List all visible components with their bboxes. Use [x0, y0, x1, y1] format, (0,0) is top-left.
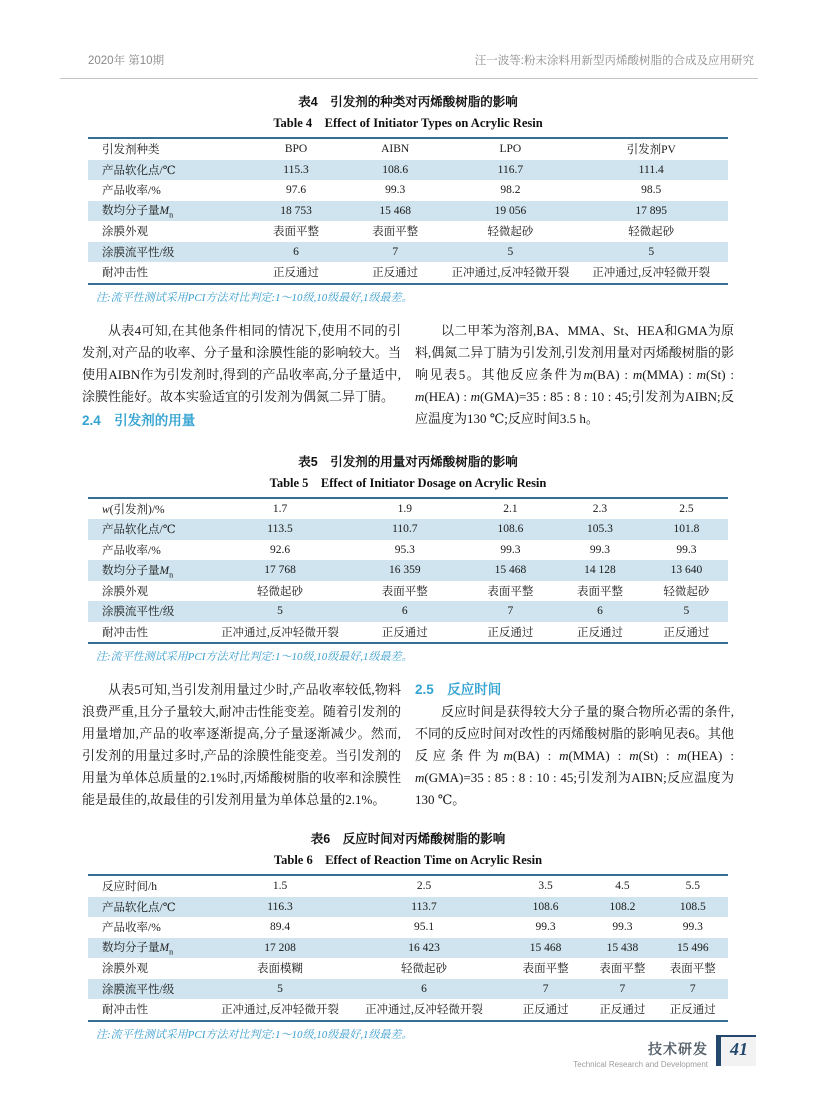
table4-note: 注:流平性测试采用PCI方法对比判定:1～10级,10级最好,1级最差。 [96, 291, 413, 304]
table-row [88, 201, 728, 222]
data-cell: 表面平整 [381, 585, 428, 598]
row-label-cell: 产品收率/% [102, 922, 161, 935]
data-cell: 16 359 [388, 564, 421, 577]
data-cell: AIBN [381, 143, 410, 156]
data-cell: 正反通过 [669, 1004, 716, 1017]
data-cell: 108.6 [382, 163, 409, 176]
data-cell: 正反通过 [372, 267, 419, 280]
right-column-2 [415, 679, 734, 811]
data-cell: 轻微起砂 [257, 585, 303, 598]
data-cell: LPO [499, 143, 522, 156]
data-cell: 15 496 [676, 941, 709, 954]
table5-title-cn: 表5 引发剂的用量对丙烯酸树脂的影响 [298, 454, 518, 469]
table-row [88, 897, 728, 918]
data-cell: 5 [648, 245, 655, 258]
data-cell: 1.7 [272, 502, 288, 515]
data-cell: 115.3 [283, 163, 309, 176]
section-heading-2-5: 2.5 反应时间 [415, 682, 502, 697]
row-label-cell: 引发剂种类 [102, 144, 160, 157]
data-cell: 5 [277, 605, 283, 618]
data-cell: 5 [683, 605, 690, 618]
table-row [88, 560, 728, 581]
paragraph-initiator-dosage-conditions: 以二甲苯为溶剂,BA、MMA、St、HEA和GMA为原料,偶氮二异丁腈为引发剂,引发剂用量对丙烯酸树脂的影响见表5。其他反应条件为m(BA) : m(MMA) : m(St) : m(HEA) : m(GMA)=35 : 85 : 8 : 10 : 45;引发剂为AIBN;反应温度为130 ℃;反应时间3.5 h。 [415, 322, 734, 426]
paragraph-reaction-time-conditions: 反应时间是获得较大分子量的聚合物所必需的条件,不同的反应时间对改性的丙烯酸树脂的影响见表6。其他反应条件为m(BA) : m(MMA) : m(St) : m(HEA) : m(GMA)=35 : 85 : 8 : 10 : 45;引发剂为AIBN;反应温度为130 ℃。 [415, 704, 734, 807]
data-cell: BPO [284, 143, 308, 156]
table5-note: 注:流平性测试采用PCI方法对比判定:1～10级,10级最好,1级最差。 [96, 651, 413, 663]
row-label-cell: 数均分子量$M_n$ [102, 564, 174, 579]
data-cell: 7 [689, 982, 696, 995]
paragraph-table4-discussion: 从表4可知,在其他条件相同的情况下,使用不同的引发剂,对产品的收率、分子量和涂膜性能的影响较大。当使用AIBN作为引发剂时,得到的产品收率高,分子量适中,涂膜性能好。故本实验适宜的引发剂为偶氮二异丁腈。 [82, 322, 401, 404]
data-cell: 5 [277, 982, 283, 995]
data-cell: 99.3 [612, 921, 633, 934]
data-cell: 17 895 [635, 204, 667, 217]
table6-note: 注:流平性测试采用PCI方法对比判定:1～10级,10级最好,1级最差。 [96, 1028, 413, 1041]
data-cell: 正冲通过,反冲轻微开裂 [592, 267, 711, 280]
data-cell: 2.5 [416, 880, 432, 893]
table4-title-en: Table 4 Effect of Initiator Types on Acrylic Resin [273, 116, 543, 130]
table4 [88, 137, 728, 285]
table-row [88, 581, 728, 602]
data-cell: 113.7 [411, 900, 437, 913]
data-cell: 89.4 [269, 921, 291, 934]
table-row [88, 519, 728, 540]
data-cell: 99.3 [385, 184, 406, 197]
row-label-cell: 反应时间/h [102, 881, 157, 894]
row-label-cell: 产品收率/% [102, 185, 161, 198]
data-cell: 6 [421, 982, 427, 995]
table4-block [82, 92, 734, 305]
data-cell: 6 [401, 605, 408, 618]
table-header-row [88, 875, 728, 897]
data-cell: 3.5 [538, 880, 553, 893]
table6-title-cn: 表6 反应时间对丙烯酸树脂的影响 [310, 832, 506, 846]
paragraph-table5-discussion: 从表5可知,当引发剂用量过少时,产品收率较低,物料浪费严重,且分子量较大,耐冲击性能变差。随着引发剂的用量增加,产品的收率逐渐提高,分子量逐渐减少。然而,引发剂的用量过多时,产品的涂膜性能变差。当引发剂的用量为单体总质量的2.1%时,丙烯酸树脂的收率和涂膜性能是最佳的,故最佳的引发剂用量为单体总量的2.1%。 [82, 682, 401, 807]
data-cell: 表面平整 [372, 226, 419, 239]
data-cell: 轻微起砂 [628, 226, 675, 239]
data-cell: 108.5 [679, 900, 706, 913]
data-cell: 108.6 [532, 900, 559, 913]
section-heading-2-4: 2.4 引发剂的用量 [82, 412, 196, 428]
table-row [88, 979, 728, 1000]
row-label-cell: 产品软化点/℃ [102, 524, 176, 537]
page-content [82, 88, 734, 1042]
data-cell: 轻微起砂 [401, 963, 447, 976]
data-cell: 15 468 [529, 941, 562, 954]
text-block-1 [82, 320, 734, 432]
data-cell: 正反通过 [576, 626, 623, 639]
data-cell: 正反通过 [522, 1004, 569, 1017]
data-cell: 表面平整 [669, 963, 716, 976]
data-cell: 1.5 [272, 880, 288, 893]
data-cell: 轻微起砂 [487, 226, 534, 239]
row-label-cell: 涂膜外观 [102, 585, 148, 598]
data-cell: 15 468 [379, 204, 411, 217]
page-header [88, 52, 754, 68]
row-label-cell: w(引发剂)/% [102, 503, 165, 516]
data-cell: 105.3 [587, 523, 613, 536]
footer-column-cn: 技术研发 [648, 1041, 708, 1057]
data-cell: 15 468 [494, 564, 527, 577]
data-cell: 2.3 [592, 502, 608, 515]
data-cell: 111.4 [638, 163, 664, 176]
table4-title-cn: 表4 引发剂的种类对丙烯酸树脂的影响 [298, 95, 518, 109]
table6-block [82, 829, 734, 1042]
header-running-title: 汪一波等:粉末涂料用新型丙烯酸树脂的合成及应用研究 [474, 55, 754, 67]
table-row [88, 160, 728, 181]
data-cell: 2.5 [679, 502, 694, 515]
data-cell: 正反通过 [599, 1004, 646, 1017]
data-cell: 95.3 [394, 543, 415, 556]
data-cell: 99.3 [500, 543, 521, 556]
header-rule [60, 78, 758, 79]
data-cell: 正冲通过,反冲轻微开裂 [365, 1004, 483, 1017]
data-cell: 108.2 [609, 900, 636, 913]
text-block-2 [82, 679, 734, 811]
table-row [88, 958, 728, 979]
data-cell: 18 753 [280, 204, 312, 217]
row-label-cell: 耐冲击性 [102, 1004, 148, 1017]
data-cell: 表面平整 [599, 963, 646, 976]
header-issue: 2020年 第10期 [88, 55, 165, 67]
data-cell: 95.1 [413, 921, 435, 934]
data-cell: 7 [542, 982, 549, 995]
data-cell: 113.5 [267, 523, 293, 536]
data-cell: 表面平整 [576, 585, 623, 598]
data-cell: 1.9 [397, 502, 412, 515]
data-cell: 101.8 [673, 523, 700, 536]
row-label-cell: 数均分子量$M_n$ [102, 942, 174, 957]
row-label-cell: 涂膜外观 [102, 963, 148, 976]
table-row [88, 262, 728, 284]
row-label-cell: 数均分子量$M_n$ [102, 205, 174, 220]
data-cell: 17 208 [264, 941, 296, 954]
row-label-cell: 涂膜流平性/级 [102, 606, 175, 619]
row-label-cell: 涂膜外观 [102, 226, 148, 239]
data-cell: 6 [293, 245, 299, 258]
data-cell: 116.7 [497, 163, 524, 176]
footer-column-en: Technical Research and Development [573, 1060, 708, 1069]
row-label-cell: 耐冲击性 [102, 267, 148, 280]
data-cell: 19 056 [494, 204, 527, 217]
page-number: 41 [730, 1039, 748, 1059]
data-cell: 7 [619, 982, 626, 995]
table-header-row [88, 498, 728, 520]
table-header-row [88, 138, 728, 160]
footer-column-title [573, 1035, 708, 1069]
data-cell: 13 640 [670, 564, 703, 577]
left-column-2 [82, 679, 401, 811]
data-cell: 引发剂PV [626, 144, 676, 157]
left-column-1 [82, 320, 401, 432]
data-cell: 6 [597, 605, 603, 618]
row-label-cell: 产品收率/% [102, 544, 161, 557]
row-label-cell: 产品软化点/℃ [102, 164, 176, 177]
data-cell: 110.7 [392, 523, 418, 536]
data-cell: 99.3 [589, 543, 611, 556]
data-cell: 2.1 [503, 502, 518, 515]
row-label-cell: 涂膜流平性/级 [102, 983, 175, 996]
table-row [88, 622, 728, 644]
data-cell: 正反通过 [273, 267, 319, 280]
table-row [88, 242, 728, 263]
table-row [88, 938, 728, 959]
data-cell: 正冲通过,反冲轻微开裂 [451, 267, 570, 280]
right-column-1 [415, 320, 734, 432]
data-cell: 97.6 [285, 184, 307, 197]
data-cell: 98.5 [641, 184, 662, 197]
data-cell: 表面平整 [273, 226, 319, 239]
data-cell: 108.6 [497, 523, 524, 536]
row-label-cell: 产品软化点/℃ [102, 901, 176, 914]
data-cell: 7 [507, 605, 514, 618]
data-cell: 92.6 [269, 543, 291, 556]
table-row [88, 601, 728, 622]
table-row [88, 999, 728, 1021]
data-cell: 正反通过 [663, 626, 710, 639]
row-label-cell: 耐冲击性 [102, 626, 148, 639]
data-cell: 表面平整 [522, 963, 569, 976]
data-cell: 表面平整 [487, 585, 534, 598]
data-cell: 轻微起砂 [663, 585, 710, 598]
data-cell: 99.3 [676, 543, 697, 556]
data-cell: 98.2 [500, 184, 521, 197]
data-cell: 正反通过 [487, 626, 534, 639]
data-cell: 5.5 [685, 880, 700, 893]
table-row [88, 917, 728, 938]
data-cell: 17 768 [264, 564, 296, 577]
data-cell: 正冲通过,反冲轻微开裂 [221, 1004, 339, 1017]
table5-title-en: Table 5 Effect of Initiator Dosage on Acrylic Resin [269, 475, 547, 490]
data-cell: 16 423 [408, 941, 440, 954]
row-label-cell: 涂膜流平性/级 [102, 246, 175, 259]
table6-title-en: Table 6 Effect of Reaction Time on Acrylic Resin [273, 853, 543, 867]
data-cell: 7 [392, 245, 399, 258]
page-number-badge [716, 1035, 756, 1066]
table5 [88, 497, 728, 645]
data-cell: 99.3 [535, 921, 556, 934]
table-row [88, 221, 728, 242]
data-cell: 表面模糊 [257, 963, 303, 976]
table6 [88, 874, 728, 1022]
table-row [88, 180, 728, 201]
data-cell: 正冲通过,反冲轻微开裂 [221, 626, 339, 639]
data-cell: 15 438 [606, 941, 639, 954]
table5-block [82, 452, 734, 665]
data-cell: 5 [507, 245, 514, 258]
data-cell: 99.3 [682, 921, 703, 934]
data-cell: 4.5 [615, 880, 630, 893]
table-row [88, 540, 728, 561]
data-cell: 正反通过 [381, 626, 428, 639]
data-cell: 14 128 [584, 564, 616, 577]
page-footer [573, 1035, 756, 1069]
data-cell: 116.3 [267, 900, 293, 913]
